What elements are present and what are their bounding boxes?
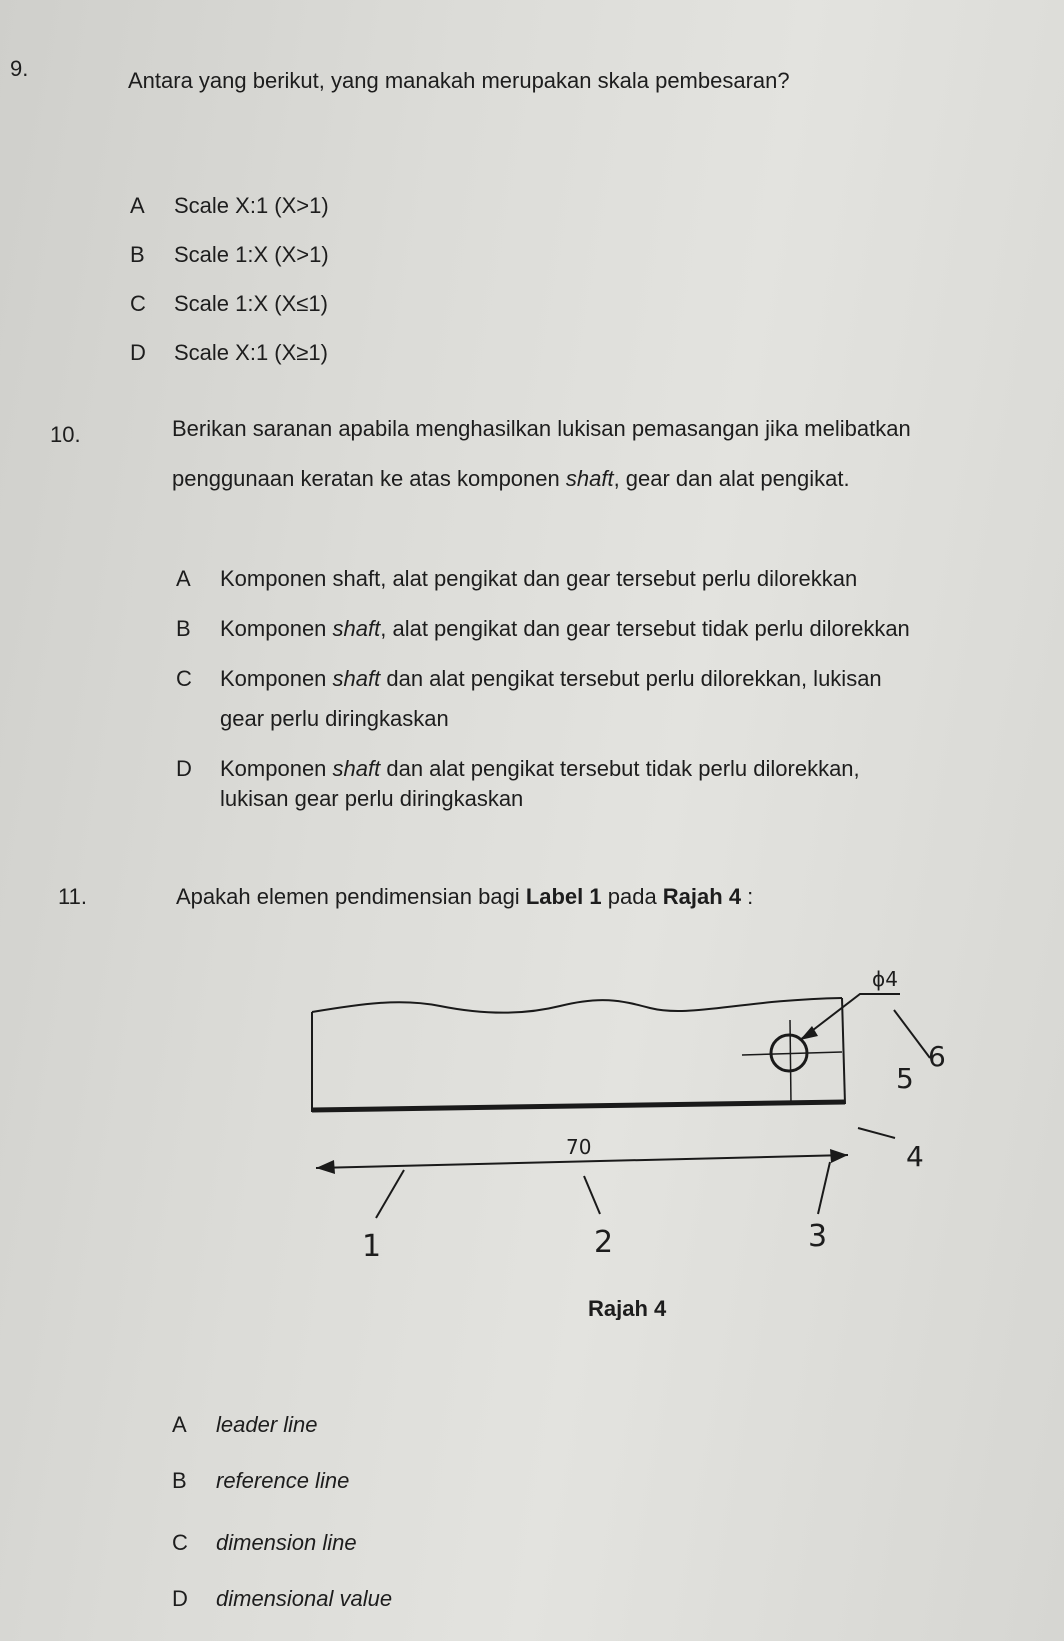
option-text: leader line: [216, 1412, 318, 1437]
option-text-italic: shaft: [332, 756, 381, 781]
option-text: dan alat pengikat tersebut perlu dilorekkan, lukisan: [380, 666, 882, 691]
dimension-value: 70: [566, 1135, 592, 1159]
option-expression: X:1 (X>1): [235, 193, 329, 218]
option-expression: X:1 (X≥1): [235, 340, 328, 365]
pointer-6: [894, 1010, 930, 1058]
option-text: , alat pengikat dan gear tersebut tidak perlu dilorekkan: [380, 616, 910, 641]
option-text-italic: shaft: [332, 666, 381, 691]
label-4: 4: [906, 1140, 924, 1173]
break-line: [312, 998, 842, 1013]
part-right-edge: [842, 998, 845, 1104]
option-text: Komponen: [220, 756, 333, 781]
option-letter: A: [176, 566, 191, 591]
option-text: Komponen shaft, alat pengikat dan gear tersebut perlu dilorekkan: [220, 566, 858, 591]
option-letter: B: [176, 616, 191, 641]
label-2: 2: [594, 1225, 614, 1260]
label-1: 1: [362, 1229, 382, 1264]
option-text: dimension line: [216, 1530, 357, 1555]
option-letter: A: [130, 193, 145, 218]
text-segment: :: [741, 884, 754, 909]
centre-line-horizontal: [742, 1052, 842, 1055]
question-text: Antara yang berikut, yang manakah merupakan skala pembesaran?: [128, 68, 790, 93]
option-letter: B: [172, 1468, 187, 1493]
question-text-line1: Berikan saranan apabila menghasilkan lukisan pemasangan jika melibatkan: [172, 416, 911, 441]
option-text-italic: shaft: [332, 616, 381, 641]
option-letter: C: [172, 1530, 188, 1555]
extension-line: [858, 1128, 895, 1138]
option-text: reference line: [216, 1468, 350, 1493]
option-word: Scale: [174, 291, 230, 316]
option-word: Scale: [174, 340, 230, 365]
option-d[interactable]: [172, 1586, 392, 1612]
text-segment-bold: Rajah 4: [662, 884, 742, 909]
option-letter: D: [176, 756, 192, 781]
text-segment: Apakah elemen pendimensian bagi: [176, 884, 526, 909]
part-bottom-edge: [312, 1102, 845, 1110]
option-text: dan alat pengikat tersebut tidak perlu dilorekkan,: [380, 756, 860, 781]
option-a[interactable]: [172, 1412, 318, 1438]
text-segment: , gear dan alat pengikat.: [613, 466, 850, 491]
pointer-2: [584, 1176, 600, 1214]
option-letter: C: [176, 666, 192, 691]
figure-caption: Rajah 4: [588, 1296, 667, 1320]
option-word: Scale: [174, 193, 230, 218]
option-letter: B: [130, 242, 145, 267]
text-segment-bold: Label 1: [525, 884, 602, 909]
centre-line-vertical: [790, 1020, 791, 1104]
option-b[interactable]: [172, 1468, 349, 1494]
option-letter: A: [172, 1412, 187, 1437]
option-letter: D: [130, 340, 146, 365]
option-letter: D: [172, 1586, 188, 1611]
option-expression: 1:X (X>1): [235, 242, 329, 267]
option-text: dimensional value: [216, 1586, 393, 1611]
option-word: Scale: [174, 242, 230, 267]
text-segment: pada: [601, 884, 663, 909]
pointer-3: [818, 1162, 830, 1214]
label-5: 5: [896, 1062, 914, 1095]
text-segment-italic: shaft: [565, 466, 614, 491]
option-d-line2: lukisan gear perlu diringkaskan: [220, 786, 524, 811]
option-letter: C: [130, 291, 146, 316]
option-c[interactable]: [172, 1530, 357, 1556]
question-number: 9.: [10, 56, 29, 81]
option-text: Komponen: [220, 616, 333, 641]
dimension-arrowhead-right: [830, 1149, 848, 1163]
label-6: 6: [928, 1040, 946, 1073]
dimension-arrowhead-left: [316, 1160, 335, 1174]
label-3: 3: [808, 1219, 828, 1254]
pointer-1: [376, 1170, 404, 1218]
option-text: Komponen: [220, 666, 333, 691]
question-number: 11.: [58, 884, 87, 909]
text-segment: penggunaan keratan ke atas komponen: [172, 466, 566, 491]
option-c-line2: gear perlu diringkaskan: [220, 706, 449, 731]
phi-label: ϕ4: [872, 967, 898, 991]
option-expression: 1:X (X≤1): [235, 291, 328, 316]
question-number: 10.: [50, 422, 81, 447]
